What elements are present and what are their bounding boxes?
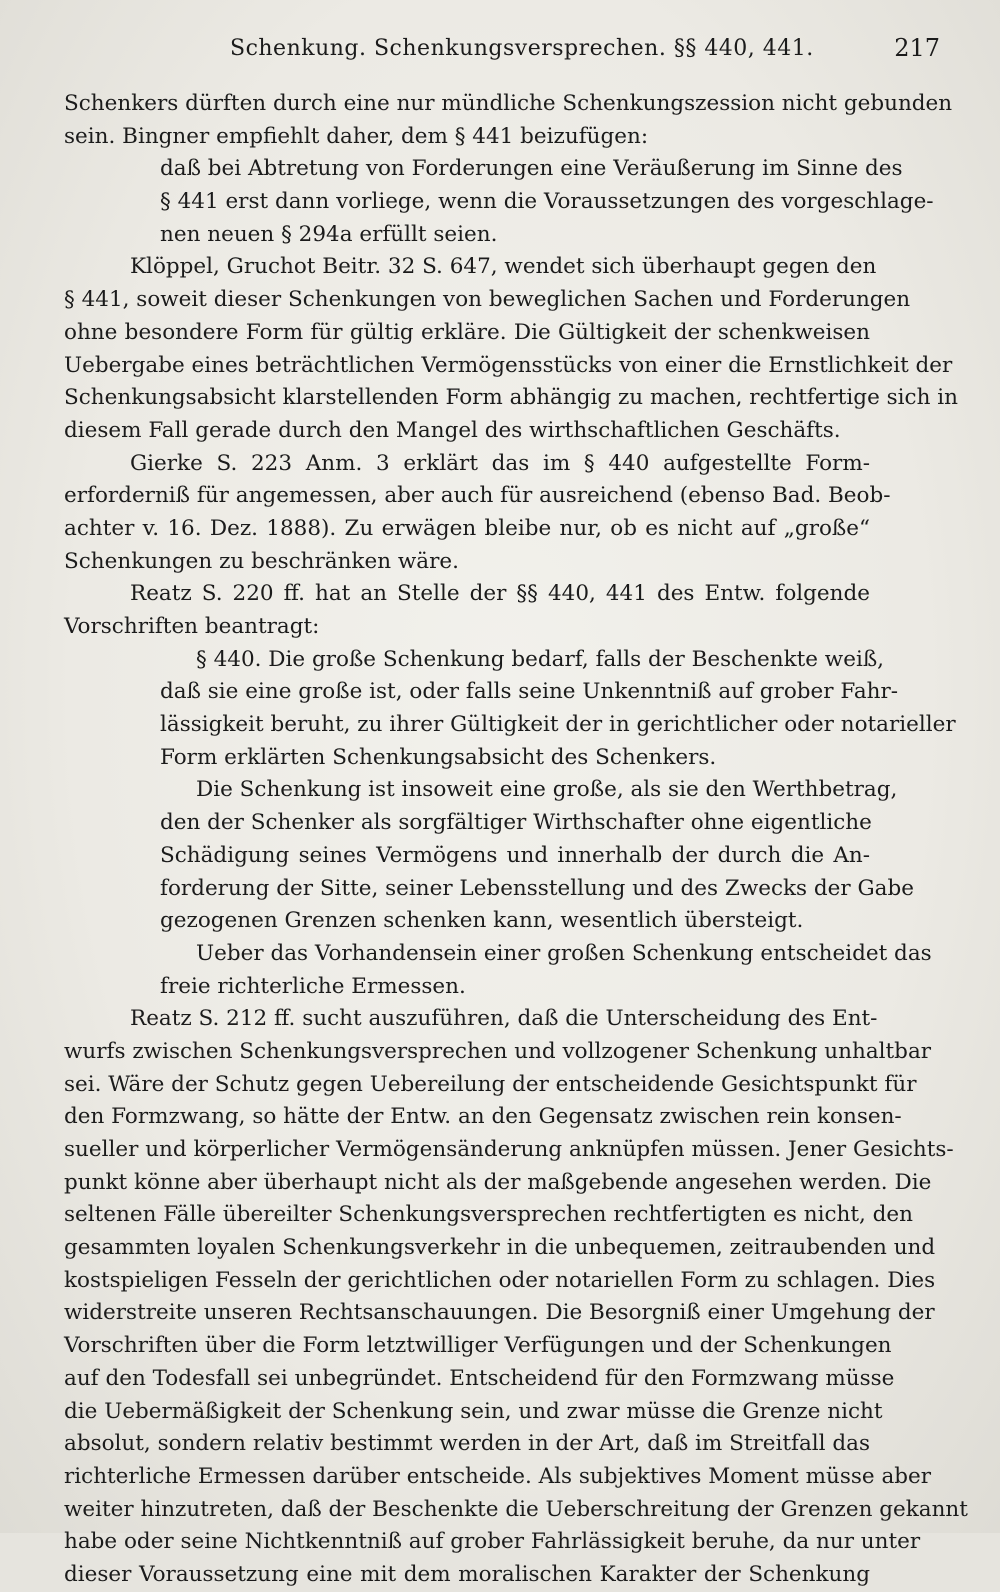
proposal-line: Form erklärten Schenkungsabsicht des Schenkers. — [160, 744, 717, 770]
text-line: sueller und körperlicher Vermögensänderung anknüpfen müssen. Jener Gesichts- — [64, 1137, 954, 1162]
text-line: Schenkungsabsicht klarstellenden Form abhängig zu machen, rechtfertige sich in — [64, 385, 958, 411]
text-line: diesem Fall gerade durch den Mangel des wirthschaftlichen Geschäfts. — [64, 417, 841, 443]
text-line: erforderniß für angemessen, aber auch für ausreichend (ebenso Bad. Beob- — [64, 483, 891, 509]
proposal-line: Schädigung seines Vermögens und innerhalb der durch die An- — [160, 842, 870, 868]
text-line: achter v. 16. Dez. 1888). Zu erwägen bleibe nur, ob es nicht auf „große“ — [64, 515, 870, 541]
text-line: den Formzwang, so hätte der Entw. an den Gegensatz zwischen rein konsen- — [64, 1104, 902, 1130]
text-line: Schenkers dürften durch eine nur mündliche Schenkungszession nicht gebunden — [64, 91, 953, 116]
proposal-line: den der Schenker als sorgfältiger Wirthschafter ohne eigentliche — [160, 810, 872, 836]
text-line: § 441, soweit dieser Schenkungen von beweglichen Sachen und Forderungen — [64, 287, 911, 313]
quoted-line: daß bei Abtretung von Forderungen eine Veräußerung im Sinne des — [160, 156, 903, 182]
proposal-line: lässigkeit beruht, zu ihrer Gültigkeit der in gerichtlicher oder notarieller — [160, 712, 956, 738]
body-text — [64, 88, 968, 1592]
text-line: die Uebermäßigkeit der Schenkung sein, und zwar müsse die Grenze nicht — [64, 1398, 883, 1424]
text-line: Gierke S. 223 Anm. 3 erklärt das im § 440 aufgestellte Form- — [130, 450, 870, 476]
proposal-line: freie richterliche Ermessen. — [160, 973, 466, 999]
proposal-line: § 440. Die große Schenkung bedarf, falls der Beschenkte weiß, — [196, 646, 885, 672]
proposal-line: gezogenen Grenzen schenken kann, wesentlich übersteigt. — [160, 908, 804, 934]
text-line: Reatz S. 220 ff. hat an Stelle der §§ 440, 441 des Entw. folgende — [130, 581, 870, 607]
text-line: auf den Todesfall sei unbegründet. Entscheidend für den Formzwang müsse — [64, 1365, 895, 1391]
proposal-line: Ueber das Vorhandensein einer großen Schenkung entscheidet das — [196, 940, 932, 966]
page-number: 217 — [894, 34, 940, 62]
proposal-line: forderung der Sitte, seiner Lebensstellung und des Zwecks der Gabe — [160, 875, 914, 901]
text-line: Vorschriften über die Form letztwilliger Verfügungen und der Schenkungen — [64, 1333, 892, 1359]
quoted-line: nen neuen § 294a erfüllt seien. — [160, 221, 498, 247]
text-line: wurfs zwischen Schenkungsversprechen und vollzogener Schenkung unhaltbar — [64, 1038, 932, 1064]
text-line: widerstreite unseren Rechtsanschauungen. Die Besorgniß einer Umgehung der — [64, 1300, 935, 1326]
text-line: absolut, sondern relativ bestimmt werden in der Art, daß im Streitfall das — [64, 1431, 870, 1457]
text-line: seltenen Fälle übereilter Schenkungsversprechen rechtfertigten es nicht, den — [64, 1202, 913, 1228]
text-line: Reatz S. 212 ff. sucht auszuführen, daß die Unterscheidung des Ent- — [130, 1006, 878, 1032]
text-line: richterliche Ermessen darüber entscheide. Als subjektives Moment müsse aber — [64, 1463, 932, 1489]
text-line: sei. Wäre der Schutz gegen Uebereilung der entscheidende Gesichtspunkt für — [64, 1071, 917, 1097]
running-head: Schenkung. Schenkungsversprechen. §§ 440, 441. — [230, 36, 814, 61]
proposal-line: Die Schenkung ist insoweit eine große, als sie den Werthbetrag, — [196, 777, 898, 803]
text-line: gesammten loyalen Schenkungsverkehr in die unbequemen, zeitraubenden und — [64, 1235, 936, 1261]
text-line: punkt könne aber überhaupt nicht als der maßgebende angesehen werden. Die — [64, 1169, 932, 1195]
page-header — [60, 32, 940, 68]
text-line: Vorschriften beantragt: — [64, 614, 320, 639]
text-line: kostspieligen Fesseln der gerichtlichen oder notariellen Form zu schlagen. Dies — [64, 1267, 936, 1293]
text-line: Klöppel, Gruchot Beitr. 32 S. 647, wendet sich überhaupt gegen den — [130, 254, 877, 280]
proposal-line: daß sie eine große ist, oder falls seine Unkenntniß auf grober Fahr- — [160, 679, 899, 705]
text-line: habe oder seine Nichtkenntniß auf grober Fahrlässigkeit beruhe, da nur unter — [64, 1529, 921, 1555]
quoted-line: § 441 erst dann vorliege, wenn die Voraussetzungen des vorgeschlage- — [160, 189, 934, 215]
text-line: sein. Bingner empfiehlt daher, dem § 441 beizufügen: — [64, 123, 649, 149]
text-line: weiter hinzutreten, daß der Beschenkte die Ueberschreitung der Grenzen gekannt — [64, 1496, 968, 1522]
text-line: ohne besondere Form für gültig erkläre. Die Gültigkeit der schenkweisen — [64, 319, 870, 345]
text-line: dieser Voraussetzung eine mit dem moralischen Karakter der Schenkung — [64, 1561, 870, 1587]
text-line: Schenkungen zu beschränken wäre. — [64, 548, 459, 574]
text-line: Uebergabe eines beträchtlichen Vermögensstücks von einer die Ernstlichkeit der — [64, 352, 953, 378]
